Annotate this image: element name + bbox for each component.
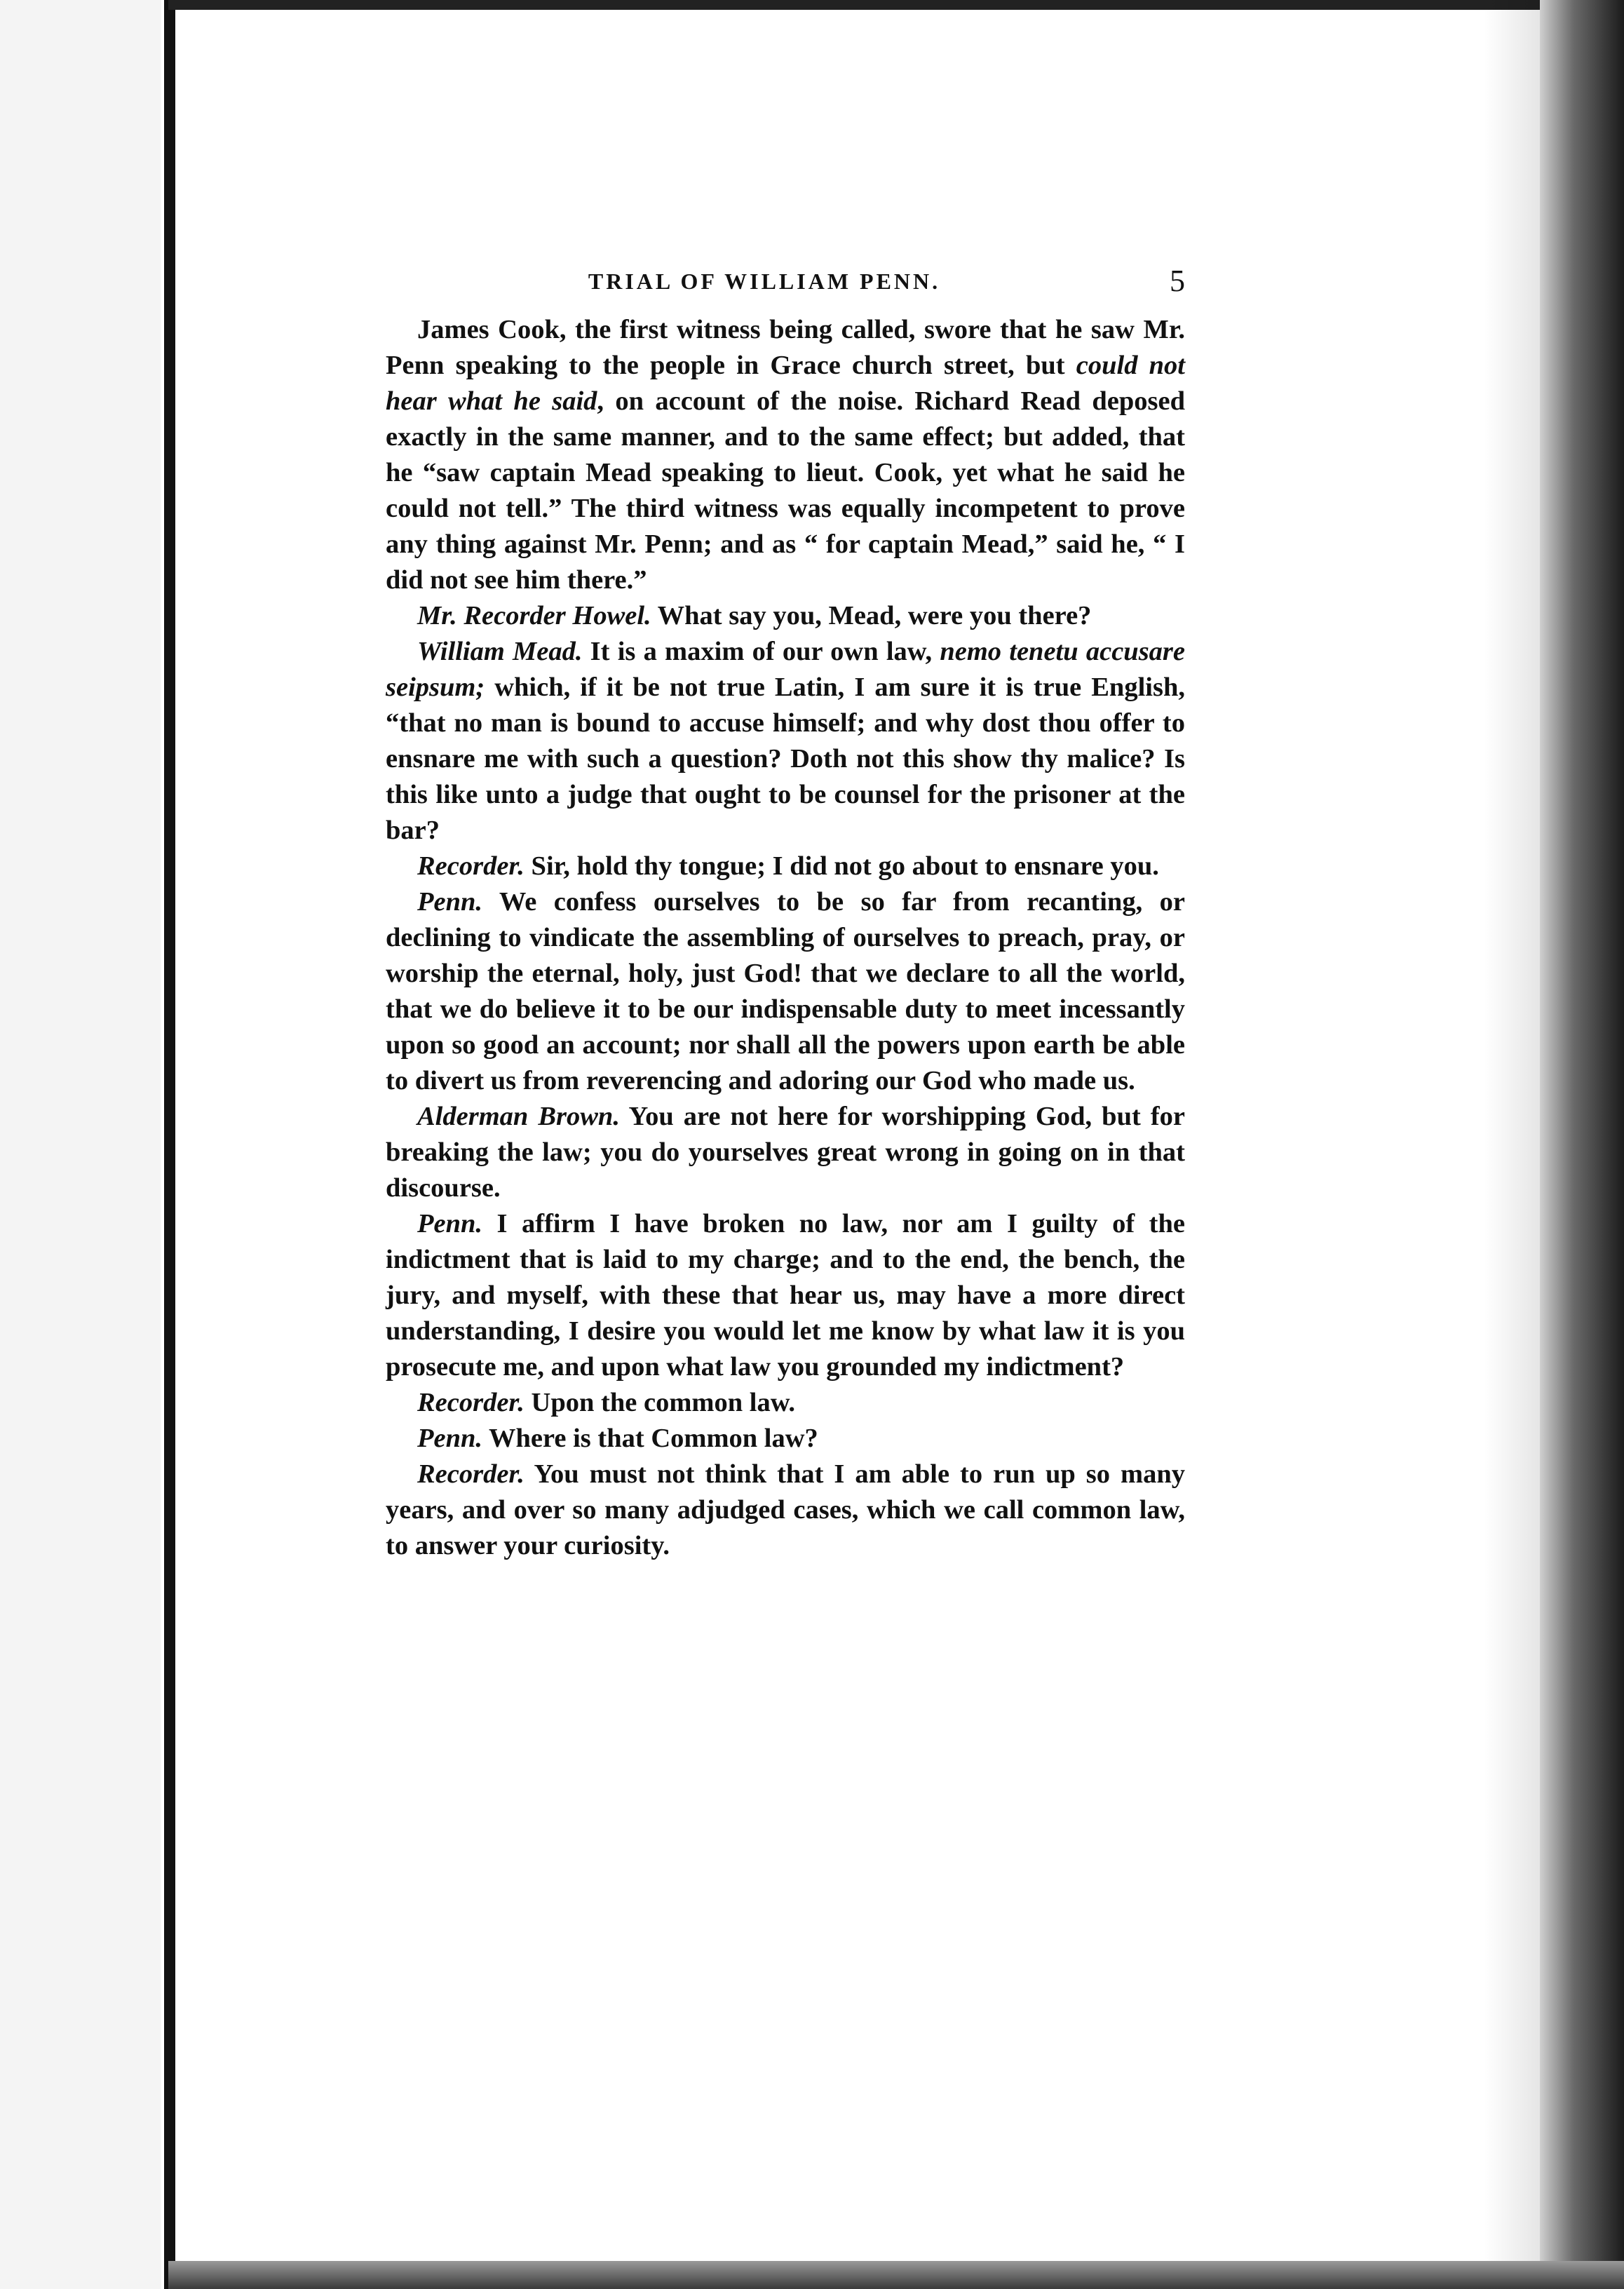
paragraph-witness-testimony — [386, 312, 1185, 598]
text-segment: You must not think that I am able to run up so many years, and over so many adjudged cases, which we call common law, to answer your curiosity. — [386, 1459, 1185, 1560]
text-segment: We confess ourselves to be so far from recanting, or declining to vindicate the assembling of ourselves to preach, pray, or worship the eternal, holy, just God! that we declare to all the world, that we do believe it to be our indispensable duty to meet incessantly upon so good an account; nor shall all the powers upon earth be able to divert us from reverencing and adoring our God who made us. — [386, 887, 1185, 1095]
running-head: TRIAL OF WILLIAM PENN. — [588, 269, 941, 294]
page-shadow — [1484, 0, 1540, 2289]
paragraph-penn-2 — [386, 1206, 1185, 1385]
speaker-label: Alderman Brown. — [417, 1102, 620, 1131]
text-segment: I affirm I have broken no law, nor am I guilty of the indictment that is laid to my charge; and to the end, the bench, the jury, and myself, with these that hear us, may have a more direct understanding, I desire you would let me know by what law it is you prosecute me, and upon what law you grounded my indictment? — [386, 1209, 1185, 1382]
speaker-label: Mr. Recorder Howel. — [417, 601, 651, 630]
binding-gutter — [164, 0, 175, 2289]
text-segment: Upon the common law. — [524, 1388, 796, 1417]
speaker-label: Penn. — [417, 1424, 483, 1453]
text-segment: Where is that Common law? — [482, 1424, 818, 1453]
speaker-label: Recorder. — [417, 851, 525, 881]
text-segment: What say you, Mead, were you there? — [651, 601, 1092, 630]
text-segment: Sir, hold thy tongue; I did not go about to ensnare you. — [524, 851, 1159, 881]
paragraph-recorder-1 — [386, 849, 1185, 884]
speaker-label: William Mead. — [417, 637, 583, 666]
page-number: 5 — [1170, 264, 1185, 298]
speaker-label: Recorder. — [417, 1459, 525, 1489]
paragraph-penn-1 — [386, 884, 1185, 1099]
text-segment: , on account of the noise. Richard Read deposed exactly in the same manner, and to the same effect; but added, that he “saw captain Mead speaking to lieut. Cook, yet what he said he could not tell.” The third witness was equally incompetent to prove any thing against Mr. Penn; and as “ for captain Mead,” said he, “ I did not see him there.” — [386, 386, 1185, 595]
scan-top-edge — [168, 0, 1624, 10]
text-segment: James Cook, the first witness being called, swore that he saw Mr. Penn speaking to the people in Grace church street, but — [386, 315, 1185, 380]
paragraph-recorder-3 — [386, 1457, 1185, 1564]
text-segment: You are not here for worshipping God, but for breaking the law; you do yourselves great wrong in going on in that discourse. — [386, 1102, 1185, 1203]
text-segment-italic: could not hear what he said — [386, 351, 1186, 416]
paragraph-recorder-howel — [386, 598, 1185, 634]
paragraph-penn-3 — [386, 1421, 1185, 1457]
scan-bottom-edge — [168, 2261, 1624, 2289]
facing-page-margin — [0, 0, 161, 2289]
scan-right-edge — [1540, 0, 1624, 2289]
paragraph-recorder-2 — [386, 1385, 1185, 1421]
speaker-label: Recorder. — [417, 1388, 525, 1417]
paragraph-william-mead — [386, 634, 1185, 849]
paragraph-alderman-brown — [386, 1099, 1185, 1206]
speaker-label: Penn. — [417, 887, 483, 917]
speaker-label: Penn. — [417, 1209, 483, 1238]
text-segment: It is a maxim of our own law, — [582, 637, 940, 666]
text-segment-italic: nemo tenetu accusare seipsum; — [386, 637, 1185, 702]
page-text-block — [386, 263, 1185, 1564]
text-segment: which, if it be not true Latin, I am sure it is true English, “that no man is bound to accuse himself; and why dost thou offer to ensnare me with such a question? Doth not this show thy malice? Is this like unto a judge that ought to be counsel for the prisoner at the bar? — [386, 673, 1185, 845]
page-header — [386, 263, 1185, 312]
